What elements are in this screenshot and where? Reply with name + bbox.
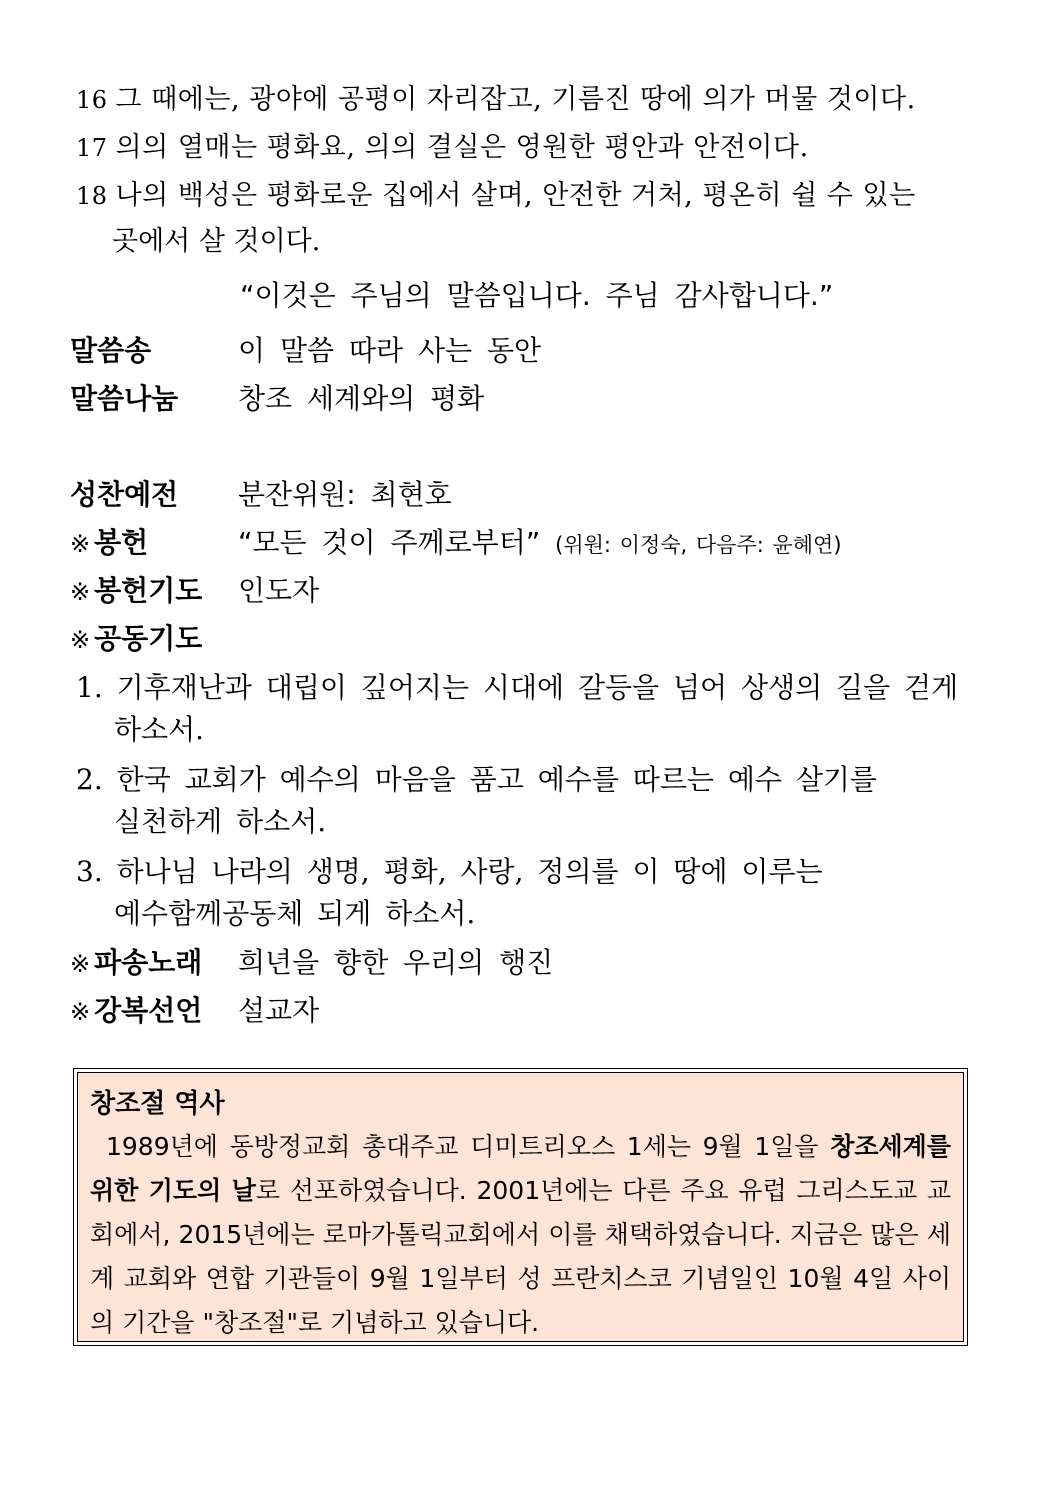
order-value: 희년을 향한 우리의 행진 <box>238 946 554 979</box>
history-highlight: 창조세계를 위한 기도의 날 <box>90 1132 951 1205</box>
order-value: 이 말씀 따라 사는 동안 <box>238 334 542 367</box>
verse-text: 그 때에는, 광야에 공평이 자리잡고, 기름진 땅에 의가 머물 것이다. <box>115 84 916 115</box>
prayer-item-2 <box>76 760 877 800</box>
order-offering <box>70 524 842 563</box>
order-label: 파송노래 <box>94 946 203 979</box>
verse-number: 16 <box>76 86 108 114</box>
order-label: 봉헌 <box>94 526 149 559</box>
offering-song: “모든 것이 주께로부터” <box>238 526 541 559</box>
prayer-item-1-cont: 하소서. <box>114 713 205 746</box>
reference-mark-icon: ※ <box>70 578 91 606</box>
order-sending-song <box>70 944 554 983</box>
order-label: 강복선언 <box>94 994 203 1027</box>
verse-17 <box>76 130 809 166</box>
order-value: 인도자 <box>238 574 320 607</box>
prayer-text: 하나님 나라의 생명, 평화, 사랑, 정의를 이 땅에 이루는 <box>116 855 823 888</box>
prayer-text: 한국 교회가 예수의 마음을 품고 예수를 따르는 예수 살기를 <box>116 763 877 796</box>
history-text-1: 1989년에 동방정교회 총대주교 디미트리오스 1세는 9월 1일을 <box>106 1132 831 1161</box>
order-hymn <box>70 332 542 370</box>
order-sermon <box>70 380 485 418</box>
history-title: 창조절 역사 <box>90 1089 225 1119</box>
history-text-2: 로 선포하였습니다. 2001년에는 다른 주요 유럽 그리스도교 교회에서, 2015년에는 로마가톨릭교회에서 이를 채택하였습니다. 지금은 많은 세계 교회와 연합 기관들이 9월 1일부터 성 프란치스코 기념일인 10월 4일 사이의 기간을 "창조절"로 기념하고 있습니다. <box>90 1176 951 1337</box>
prayer-item-3 <box>76 852 823 892</box>
order-label: 말씀나눔 <box>70 382 179 415</box>
order-value: 창조 세계와의 평화 <box>238 382 485 415</box>
prayer-item-3-cont: 예수함께공동체 되게 하소서. <box>114 897 476 930</box>
prayer-number: 3. <box>76 855 103 888</box>
order-value <box>238 524 842 564</box>
reference-mark-icon: ※ <box>70 950 91 978</box>
verse-text: 나의 백성은 평화로운 집에서 살며, 안전한 거처, 평온히 쉴 수 있는 <box>115 180 916 211</box>
reference-mark-icon: ※ <box>70 530 91 558</box>
prayer-item-1 <box>76 668 958 708</box>
order-offering-prayer <box>70 572 320 611</box>
offering-note: (위원: 이정숙, 다음주: 윤혜연) <box>555 533 842 557</box>
order-label: 공동기도 <box>94 622 203 655</box>
verse-number: 18 <box>76 182 108 210</box>
prayer-number: 1. <box>76 671 103 704</box>
prayer-item-2-cont: 실천하게 하소서. <box>114 805 327 838</box>
verse-number: 17 <box>76 134 108 162</box>
reference-mark-icon: ※ <box>70 626 91 654</box>
history-box <box>73 1068 968 1346</box>
prayer-number: 2. <box>76 763 103 796</box>
order-value: 분잔위원: 최현호 <box>238 478 452 511</box>
verse-16 <box>76 82 916 118</box>
verse-text: 의의 열매는 평화요, 의의 결실은 영원한 평안과 안전이다. <box>115 132 809 163</box>
scripture-closing: “이것은 주님의 말씀입니다. 주님 감사합니다.” <box>240 279 834 312</box>
order-label: 성찬예전 <box>70 478 179 511</box>
order-benediction <box>70 992 320 1031</box>
order-label: 말씀송 <box>70 334 152 367</box>
order-communion <box>70 476 452 514</box>
history-box-inner <box>77 1072 964 1342</box>
verse-18-continued: 곳에서 살 것이다. <box>112 226 321 257</box>
reference-mark-icon: ※ <box>70 998 91 1026</box>
order-value: 설교자 <box>238 994 320 1027</box>
order-label: 봉헌기도 <box>94 574 203 607</box>
order-common-prayer <box>70 620 202 659</box>
history-body <box>90 1125 951 1345</box>
verse-18 <box>76 178 916 214</box>
prayer-text: 기후재난과 대립이 깊어지는 시대에 갈등을 넘어 상생의 길을 걷게 <box>116 671 959 704</box>
